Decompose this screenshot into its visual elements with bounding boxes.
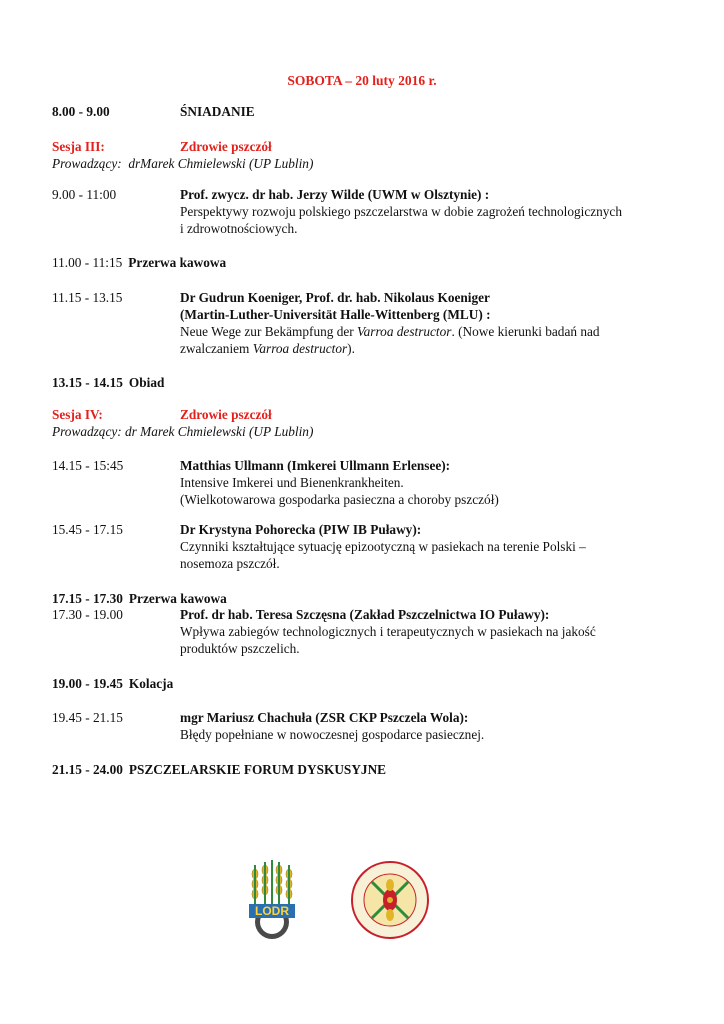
break1-time: 11.00 - 11:15: [52, 255, 123, 270]
session3-host-name: drMarek Chmielewski (UP Lublin): [128, 156, 314, 171]
break2-time: 17.15 - 17.30: [52, 591, 123, 606]
logos: [0, 856, 724, 946]
lodr-logo: [243, 860, 301, 942]
talk1-speaker: Prof. zwycz. dr hab. Jerzy Wilde (UWM w Olsztynie) :: [180, 187, 490, 202]
session3-label: Sesja III:: [52, 139, 105, 154]
talk1-time: 9.00 - 11:00: [52, 187, 117, 202]
talk6-time: 19.45 - 21.15: [52, 710, 123, 725]
breakfast-time: 8.00 - 9.00: [52, 104, 110, 119]
talk6-title-line1: Błędy popełniane w nowoczesnej gospodarce pasiecznej.: [180, 727, 485, 742]
breakfast-label: ŚNIADANIE: [180, 104, 255, 119]
forum-label: PSZCZELARSKIE FORUM DYSKUSYJNE: [128, 762, 387, 777]
talk3-time: 14.15 - 15:45: [52, 458, 124, 473]
talk3-title-line1: Intensive Imkerei und Bienenkrankheiten.: [180, 475, 404, 490]
talk4-speaker: Dr Krystyna Pohorecka (PIW IB Puławy):: [180, 522, 422, 537]
talk5-title-line1: Wpływa zabiegów technologicznych i terapeutycznych w pasiekach na jakość: [180, 624, 596, 639]
lunch-time: 13.15 - 14.15: [52, 375, 123, 390]
talk4-time: 15.45 - 17.15: [52, 522, 123, 537]
page-title: SOBOTA – 20 luty 2016 r.: [287, 73, 437, 88]
break2-label: Przerwa kawowa: [128, 591, 227, 606]
talk2-time: 11.15 - 13.15: [52, 290, 123, 305]
session4-host-name: dr Marek Chmielewski (UP Lublin): [125, 424, 314, 439]
talk2-affiliation: (Martin-Luther-Universität Halle-Wittenberg (MLU) :: [180, 307, 491, 322]
talk3-title-line2: (Wielkotowarowa gospodarka pasieczna a choroby pszczół): [180, 492, 499, 507]
lunch-label: Obiad: [128, 375, 165, 390]
session4-host: [52, 423, 692, 440]
talk4-title-line1: Czynniki kształtujące sytuację epizootyczną w pasiekach na terenie Polski –: [180, 539, 586, 554]
forum-time: 21.15 - 24.00: [52, 762, 123, 777]
talk6-speaker: mgr Mariusz Chachuła (ZSR CKP Pszczela Wola):: [180, 710, 469, 725]
dinner-label: Kolacja: [128, 676, 174, 691]
session4-host-prefix: Prowadzący:: [52, 424, 122, 439]
zsr-pszczela-wola-logo: [350, 860, 430, 940]
talk3-speaker: Matthias Ullmann (Imkerei Ullmann Erlensee):: [180, 458, 451, 473]
talk5-time: 17.30 - 19.00: [52, 607, 123, 622]
session3-host-prefix: Prowadzący:: [52, 156, 122, 171]
session3-topic: Zdrowie pszczół: [180, 139, 272, 154]
dinner-time: 19.00 - 19.45: [52, 676, 123, 691]
talk5-speaker: Prof. dr hab. Teresa Szczęsna (Zakład Pszczelnictwa IO Puławy):: [180, 607, 550, 622]
session4-topic: Zdrowie pszczół: [180, 407, 272, 422]
talk4-title-line2: nosemoza pszczół.: [180, 556, 280, 571]
session4-label: Sesja IV:: [52, 407, 103, 422]
talk1-title-line1: Perspektywy rozwoju polskiego pszczelarstwa w dobie zagrożeń technologicznych: [180, 204, 622, 219]
talk2-title-line2: zwalczaniem Varroa destructor).: [180, 341, 355, 356]
talk5-title-line2: produktów pszczelich.: [180, 641, 300, 656]
talk2-title-line1: Neue Wege zur Bekämpfung der Varroa destructor. (Nowe kierunki badań nad: [180, 324, 600, 339]
lodr-logo-text: LODR: [255, 904, 289, 918]
talk2-speaker: Dr Gudrun Koeniger, Prof. dr. hab. Nikolaus Koeniger: [180, 290, 490, 305]
session3-host: [52, 155, 692, 172]
talk1-title-line2: i zdrowotnościowych.: [180, 221, 298, 236]
break1-label: Przerwa kawowa: [128, 255, 227, 270]
